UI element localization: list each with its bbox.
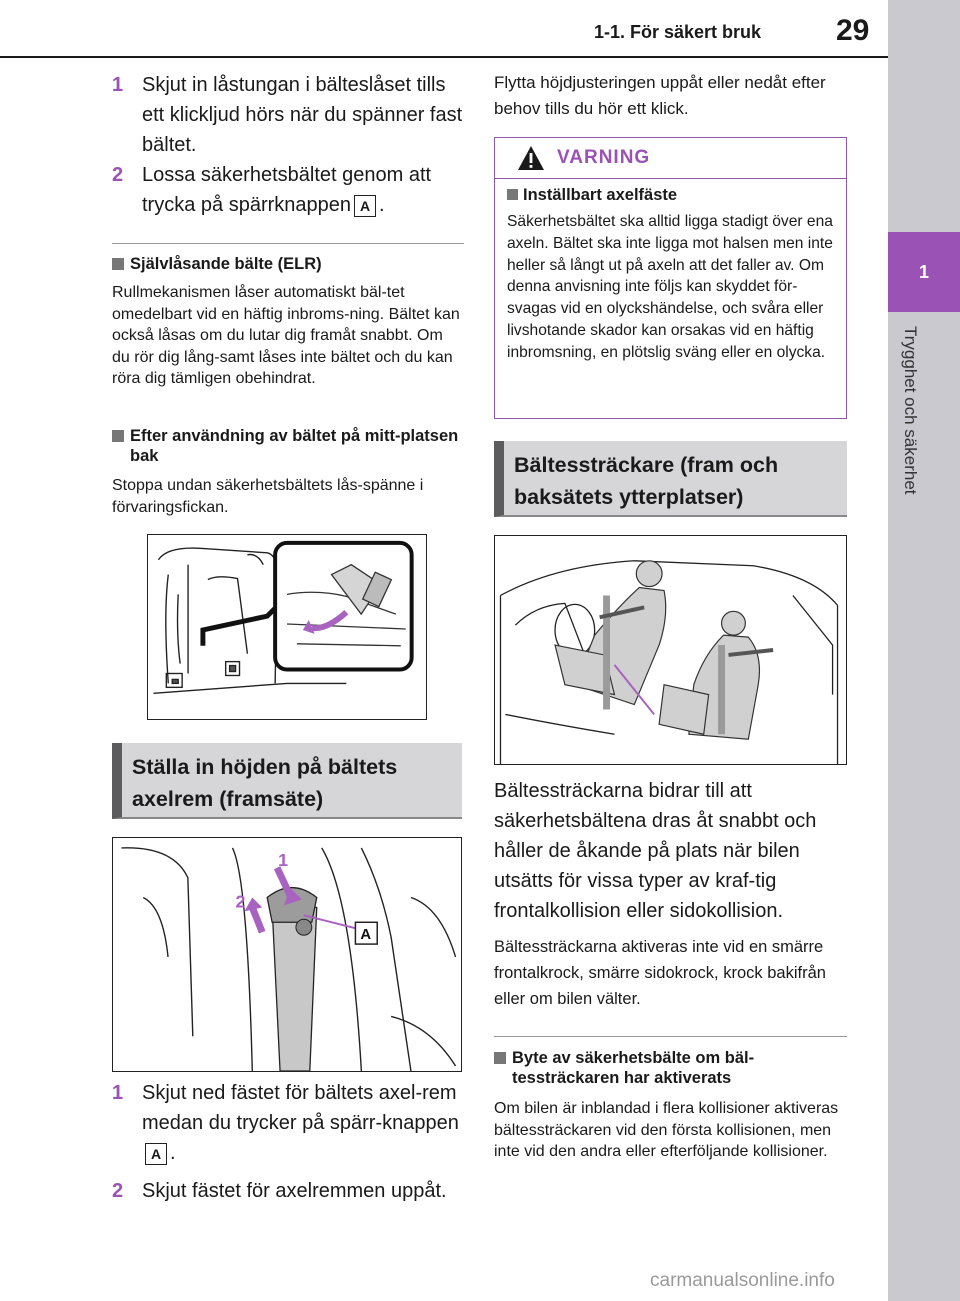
header-rule	[0, 56, 888, 58]
step-number: 2	[112, 1180, 124, 1202]
car-interior-illustration	[495, 536, 846, 764]
replace-heading: Byte av säkerhetsbälte om bäl-tessträckaren har aktiverats	[494, 1048, 857, 1088]
replace-text: Om bilen är inblandad i flera kollisioner aktiveras bältessträckaren vid den första kollisionen, men inte vid den andra eller efterföljande kollisioner.	[494, 1100, 839, 1160]
height-adjust-intro: Flytta höjdjusteringen uppåt eller nedåt efter behov tills du hör ett klick.	[494, 73, 826, 118]
after-use-heading: Efter användning av bältet på mitt-platsen bak	[112, 426, 475, 466]
chapter-label: Trygghet och säkerhet	[901, 326, 920, 495]
after-use-text: Stoppa undan säkerhetsbältets lås-spänne i förvaringsfickan.	[112, 477, 424, 516]
divider	[112, 243, 464, 244]
watermark: carmanualsonline.info	[650, 1270, 835, 1291]
chapter-number: 1	[888, 232, 960, 312]
warning-heading: Inställbart axelfäste	[507, 185, 834, 205]
step-2-push-up	[112, 1176, 464, 1206]
section-title: 1-1. För säkert bruk	[594, 22, 762, 42]
shoulder-anchor-figure	[112, 837, 462, 1072]
step-number: 1	[112, 1082, 124, 1104]
callout-1: 1	[278, 849, 288, 870]
elr-text: Rullmekanismen låser automatiskt bäl-tet omedelbart vid en häftig inbroms-ning. Bältet kan också låsas om du lutar dig framåt snabbt. Om du rör dig lång-samt låses inte bältet och du kan röra dig tämligen obehindrat.	[112, 284, 460, 387]
step-text: Skjut in låstungan i bälteslåset tills ett klickljud hörs när du spänner fast bältet.	[142, 74, 463, 156]
pretensioner-note: Bältessträckarna aktiveras inte vid en smärre frontalkrock, smärre sidokrock, krock bakifrån eller om bilen välter.	[494, 938, 826, 1008]
warning-title: VARNING	[557, 147, 651, 168]
step-text-end: .	[170, 1142, 176, 1164]
label-a-box: A	[354, 195, 376, 217]
pretensioner-figure	[494, 535, 847, 765]
rear-seat-buckle-figure	[147, 534, 427, 720]
step-text: Skjut ned fästet för bältets axel-rem medan du trycker på spärr-knappen	[142, 1082, 459, 1134]
callout-a: A	[360, 927, 372, 944]
label-a-box: A	[145, 1143, 167, 1165]
step-number: 2	[112, 164, 124, 186]
step-1-push-down	[112, 1078, 464, 1168]
warning-triangle-icon	[517, 145, 545, 171]
rear-seat-illustration	[148, 535, 426, 719]
step-number: 1	[112, 74, 124, 96]
step-text: Lossa säkerhetsbältet genom att trycka på spärrknappen	[142, 164, 432, 216]
shoulder-anchor-illustration	[113, 838, 461, 1071]
elr-heading: Självlåsande bälte (ELR)	[112, 254, 480, 274]
step-1-buckle	[112, 70, 464, 160]
warning-text: Säkerhetsbältet ska alltid ligga stadigt över ena axeln. Bältet ska inte ligga mot halsen men inte heller så långt ut på axeln att det faller av. Om denna anvisning inte följs kan skyddet för-svagas vid en olyckshändelse, och svåra eller livshotande skador kan orsakas vid en häftig inbromsning, en plötslig sväng eller en olycka.	[507, 213, 833, 361]
side-tab	[888, 0, 960, 1301]
section-pretensioner-heading: Bältessträckare (fram och baksätets ytterplatser)	[494, 441, 847, 517]
pretensioner-text: Bältessträckarna bidrar till att säkerhetsbältena dras åt snabbt och håller de åkande på plats när bilen utsätts för vissa typer av kraf-tig frontalkollision eller sidokollision.	[494, 780, 817, 922]
step-2-release	[112, 160, 464, 220]
step-text: Skjut fästet för axelremmen uppåt.	[142, 1180, 447, 1202]
callout-2: 2	[235, 891, 246, 912]
warning-box	[494, 137, 847, 419]
warning-header	[495, 138, 846, 179]
page-number: 29	[836, 14, 870, 47]
step-text-end: .	[379, 194, 385, 216]
divider	[494, 1036, 847, 1037]
section-height-heading: Ställa in höjden på bältets axelrem (framsäte)	[112, 743, 462, 819]
